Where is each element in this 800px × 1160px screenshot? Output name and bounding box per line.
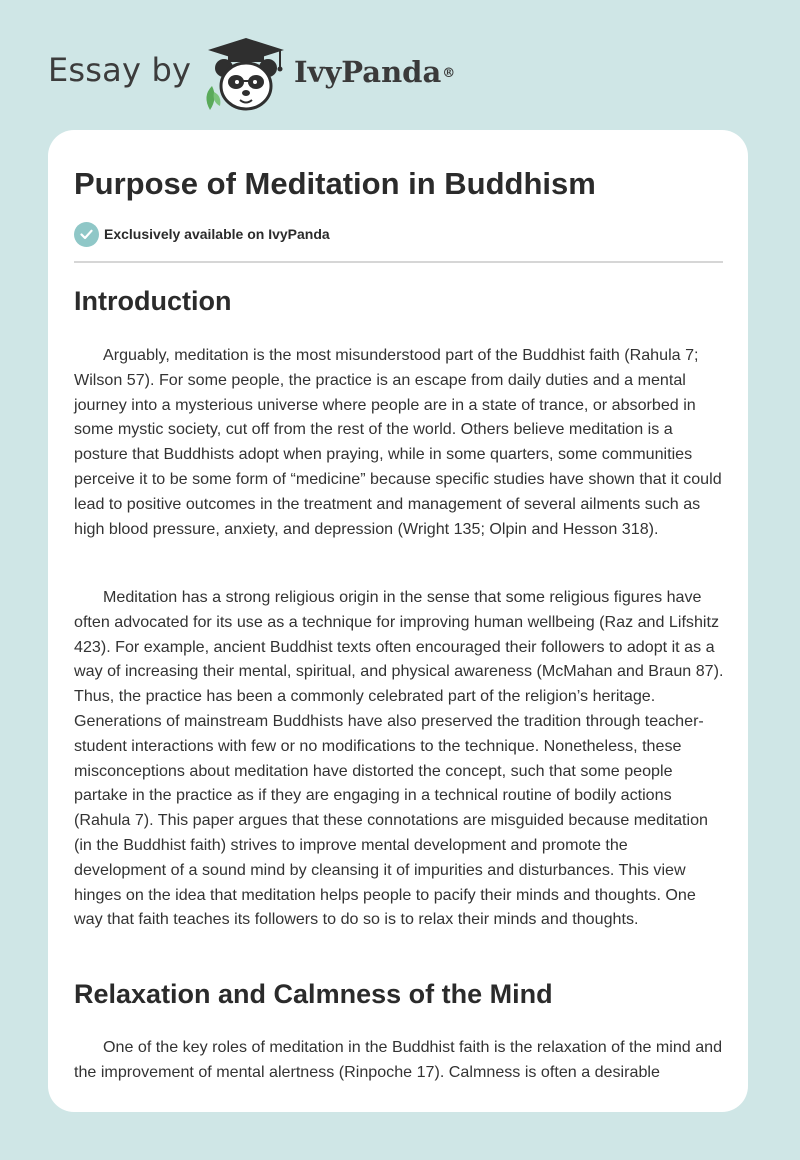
exclusive-badge <box>74 221 330 247</box>
section-heading-relaxation: Relaxation and Calmness of the Mind <box>74 979 553 1009</box>
section-heading-introduction: Introduction <box>74 286 232 316</box>
trademark-symbol: ® <box>442 66 456 81</box>
paragraph: Arguably, meditation is the most misunderstood part of the Buddhist faith (Rahula 7; Wilson 57). For some people, the practice is an escape from daily duties and a mental journey into a mysterious universe where people are in a state of trance, or absorbed in some mystic society, cut off from the rest of the world. Others believe meditation is a posture that Buddhists adopt when praying, while in some quarters, some communities perceive it to be some form of “medicine” because specific studies have shown that it could lead to positive outcomes in the treatment and management of several ailments such as high blood pressure, anxiety, and depression (Wright 135; Olpin and Hesson 318). <box>74 346 722 538</box>
brand-name[interactable] <box>294 52 455 92</box>
paragraph: One of the key roles of meditation in the Buddhist faith is the relaxation of the mind and the improvement of mental alertness (Rinpoche 17). Calmness is often a desirable <box>74 1038 723 1081</box>
panda-logo-icon[interactable] <box>198 34 294 114</box>
page-title: Purpose of Meditation in Buddhism <box>74 166 596 201</box>
essay-by-label: Essay by <box>48 51 192 89</box>
site-header <box>0 0 800 130</box>
brand-name-text: IvyPanda <box>294 55 442 89</box>
title-divider <box>74 261 723 263</box>
exclusive-badge-label: Exclusively available on IvyPanda <box>104 226 330 242</box>
essay-card <box>48 130 748 1112</box>
paragraph: Meditation has a strong religious origin in the sense that some religious figures have often advocated for its use as a technique for improving human wellbeing (Raz and Lifshitz 423). For example, ancient Buddhist texts often encouraged their followers to adopt it as a way of increasing their mental, spiritual, and physical awareness (McMahan and Braun 87). Thus, the practice has been a commonly celebrated part of the religion’s heritage. Generations of mainstream Buddhists have also preserved the tradition through teacher-student interactions with few or no modifications to the technique. Nonetheless, these misconceptions about meditation have distorted the concept, such that some people partake in the practice as if they are engaging in a technical routine of bodily actions (Rahula 7). This paper argues that these connotations are misguided because meditation (in the Buddhist faith) strives to improve mental development and promote the development of a sound mind by cleansing it of impurities and disturbances. This view hinges on the idea that meditation helps people to pacify their minds and thoughts. One way that faith teaches its followers to do so is to relax their minds and thoughts. <box>74 588 724 929</box>
check-circle-icon <box>74 222 99 247</box>
